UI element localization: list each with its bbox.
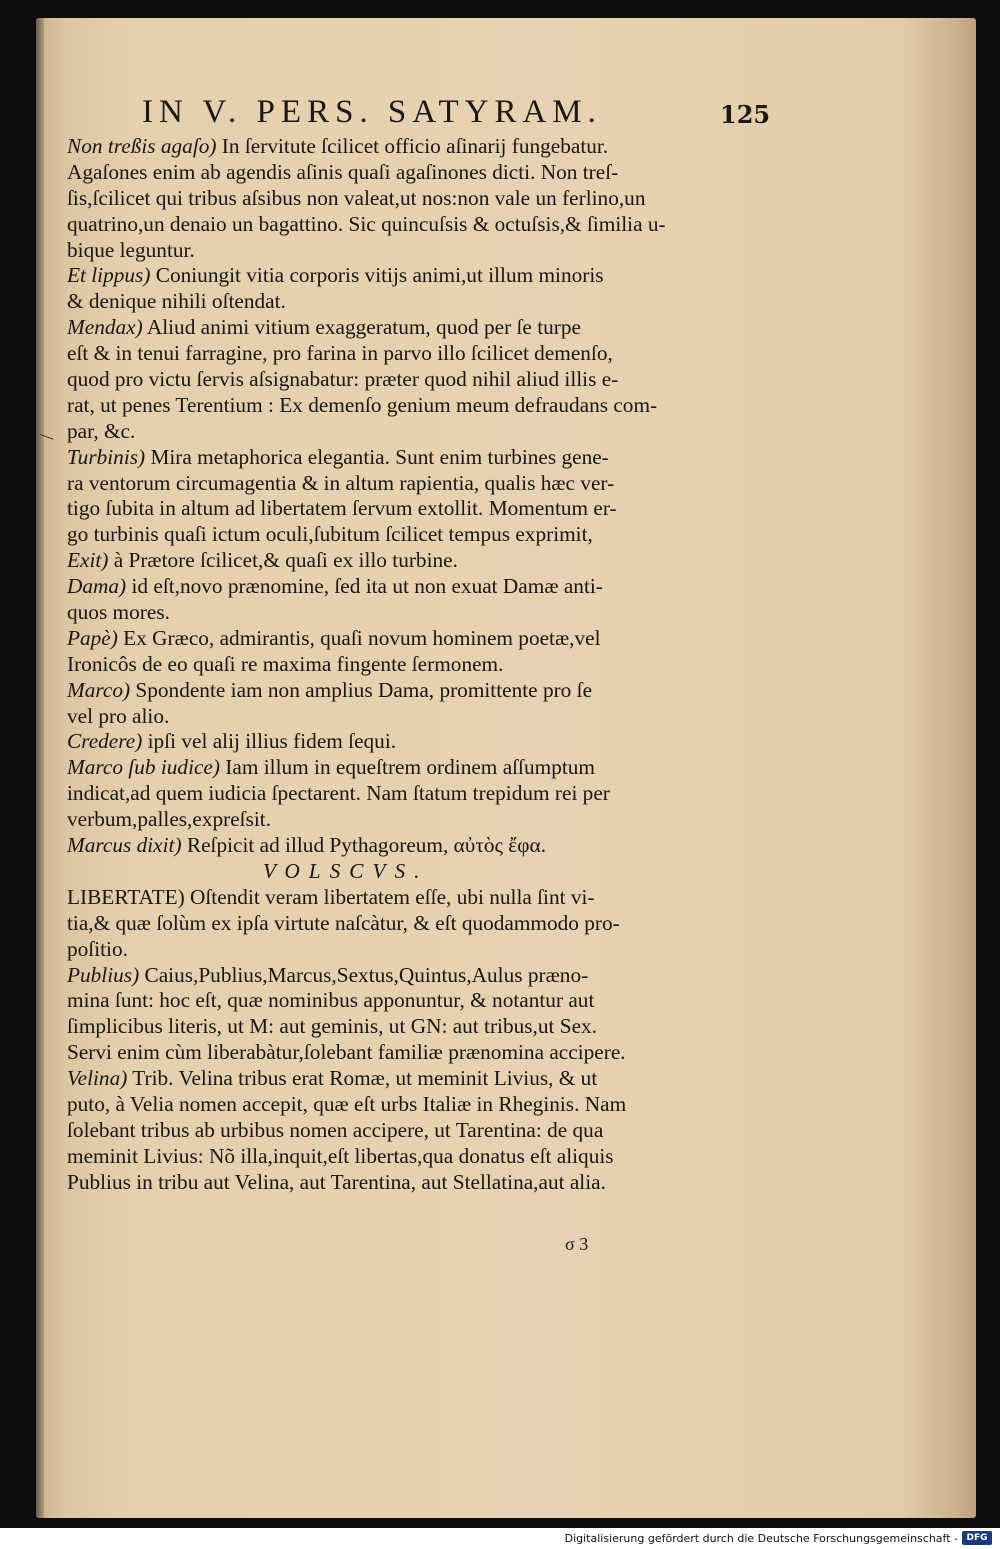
funding-credit: Digitalisierung gefördert durch die Deutsche Forschungsgemeinschaft -: [564, 1532, 958, 1545]
line-text: bique leguntur.: [67, 237, 195, 262]
line-text: Spondente iam non amplius Dama, promittente pro ſe: [130, 677, 593, 702]
text-line: [67, 1040, 719, 1066]
line-text: tigo ſubita in altum ad libertatem ſervum extollit. Momentum er-: [67, 496, 617, 521]
line-text: Reſpicit ad illud Pythagoreum, αὐτὸς ἔφα.: [181, 833, 547, 858]
text-line: [67, 1014, 719, 1040]
line-text: mina ſunt: hoc eſt, quæ nominibus apponuntur, & notantur aut: [67, 988, 595, 1013]
text-line: [67, 1092, 719, 1118]
commentary-text: [67, 134, 719, 1196]
text-line: [67, 1144, 719, 1170]
text-line: [67, 315, 719, 341]
text-line: [67, 367, 719, 393]
text-line: [67, 134, 719, 160]
line-text: Agaſones enim ab agendis aſinis quaſi agaſinones dicti. Non treſ-: [67, 159, 619, 184]
line-text: Iam illum in equeſtrem ordinem aſſumptum: [219, 755, 595, 780]
line-text: ra ventorum circumagentia & in altum rapientia, qualis hæc ver-: [67, 470, 615, 495]
lemma: Dama): [67, 574, 127, 599]
text-line: [67, 522, 719, 548]
text-line: [67, 911, 719, 937]
line-text: poſitio.: [67, 936, 128, 961]
text-line: [67, 574, 719, 600]
text-line: [67, 419, 719, 445]
text-line: [67, 496, 719, 522]
text-line: [67, 341, 719, 367]
lemma: Et lippus): [67, 263, 151, 288]
line-text: quos mores.: [67, 600, 170, 625]
line-text: Ex Græco, admirantis, quaſi novum hominem poetæ,vel: [117, 625, 601, 650]
lemma: Turbinis): [67, 444, 146, 469]
text-line: [67, 626, 719, 652]
line-text: puto, à Velia nomen accepit, quæ eſt urbs Italiæ in Rheginis. Nam: [67, 1091, 627, 1116]
line-text: Ironicôs de eo quaſi re maxima fingente ſermonem.: [67, 651, 504, 676]
dfg-logo: DFG: [962, 1531, 992, 1545]
text-line: [67, 263, 719, 289]
line-text: Coniungit vitia corporis vitijs animi,ut illum minoris: [150, 263, 604, 288]
line-text: indicat,ad quem iudicia ſpectarent. Nam ſtatum trepidum rei per: [67, 781, 610, 806]
lemma: Papè): [67, 625, 118, 650]
text-line: [67, 937, 719, 963]
line-text: id eſt,novo prænomine, ſed ita ut non exuat Damæ anti-: [126, 574, 603, 599]
line-text: par, &c.: [67, 418, 136, 443]
lemma: Marco): [67, 677, 131, 702]
lemma: Non treßis agaſo): [67, 134, 217, 158]
text-line: [67, 833, 719, 859]
line-text: Trib. Velina tribus erat Romæ, ut meminit Livius, & ut: [127, 1066, 598, 1091]
signature-mark: σ 3: [565, 1234, 589, 1254]
page-number: 125: [720, 100, 771, 129]
line-text: VOLSCVS.: [263, 858, 429, 883]
text-line: [67, 393, 719, 419]
line-text: & denique nihili oſtendat.: [67, 289, 286, 314]
text-line: [67, 289, 719, 315]
lemma: Velina): [67, 1066, 128, 1091]
text-line: [67, 755, 719, 781]
text-line: [67, 600, 719, 626]
lemma: Credere): [67, 729, 143, 754]
line-text: eſt & in tenui farragine, pro farina in parvo illo ſcilicet demenſo,: [67, 341, 613, 366]
section-heading: [67, 859, 719, 885]
text-line: [67, 186, 719, 212]
text-line: [67, 1118, 719, 1144]
lemma: Mendax): [67, 315, 143, 340]
line-text: quod pro victu ſervis aſsignabatur: præter quod nihil aliud illis e-: [67, 367, 619, 392]
line-text: tia,& quæ ſolùm ex ipſa virtute naſcàtur, & eſt quodammodo pro-: [67, 910, 620, 935]
text-line: [67, 885, 719, 911]
line-text: Mira metaphorica elegantia. Sunt enim turbines gene-: [145, 444, 609, 469]
line-text: Publius in tribu aut Velina, aut Tarentina, aut Stellatina,aut alia.: [67, 1169, 606, 1194]
text-line: [67, 781, 719, 807]
text-line: [67, 678, 719, 704]
running-head: IN V. PERS. SATYRAM.: [142, 94, 602, 130]
line-text: verbum,palles,expreſsit.: [67, 807, 272, 832]
line-text: quatrino,un denaio un bagattino. Sic quincuſsis & octuſsis,& ſimilia u-: [67, 211, 666, 236]
line-text: LIBERTATE) Oſtendit veram libertatem eſſe, ubi nulla ſint vi-: [67, 884, 595, 909]
text-line: [67, 1170, 719, 1196]
text-line: [67, 963, 719, 989]
text-line: [67, 652, 719, 678]
text-line: [67, 212, 719, 238]
text-line: [67, 729, 719, 755]
line-text: ſolebant tribus ab urbibus nomen accipere, ut Tarentina: de qua: [67, 1117, 604, 1142]
text-line: [67, 160, 719, 186]
text-line: [67, 988, 719, 1014]
line-text: Aliud animi vitium exaggeratum, quod per ſe turpe: [142, 315, 581, 340]
page-gutter-edge: [36, 18, 44, 1518]
lemma: Publius): [67, 962, 140, 987]
text-line: [67, 704, 719, 730]
line-text: go turbinis quaſi ictum oculi,ſubitum ſcilicet tempus exprimit,: [67, 522, 593, 547]
text-line: [67, 238, 719, 264]
text-line: [67, 807, 719, 833]
lemma: Marcus dixit): [67, 833, 182, 858]
footer-bar: [0, 1528, 1000, 1549]
line-text: vel pro alio.: [67, 703, 170, 728]
lemma: Marco ſub iudice): [67, 755, 220, 780]
line-text: ſis,ſcilicet qui tribus aſsibus non valeat,ut nos:non vale un ferlino,un: [67, 185, 646, 210]
line-text: Servi enim cùm liberabàtur,ſolebant familiæ prænomina accipere.: [67, 1040, 626, 1065]
line-text: rat, ut penes Terentium : Ex demenſo genium meum defraudans com-: [67, 392, 658, 417]
lemma: Exit): [67, 548, 109, 573]
text-line: [67, 1066, 719, 1092]
text-line: [67, 471, 719, 497]
text-line: [67, 445, 719, 471]
line-text: ipſi vel alij illius fidem ſequi.: [142, 729, 397, 754]
text-line: [67, 548, 719, 574]
line-text: Caius,Publius,Marcus,Sextus,Quintus,Aulus præno-: [139, 962, 589, 987]
line-text: In ſervitute ſcilicet officio aſinarij fungebatur.: [216, 134, 609, 158]
line-text: ſimplicibus literis, ut M: aut geminis, ut GN: aut tribus,ut Sex.: [67, 1014, 598, 1039]
line-text: meminit Livius: Nõ illa,inquit,eſt libertas,qua donatus eſt aliquis: [67, 1143, 614, 1168]
line-text: à Prætore ſcilicet,& quaſi ex illo turbine.: [108, 548, 458, 573]
